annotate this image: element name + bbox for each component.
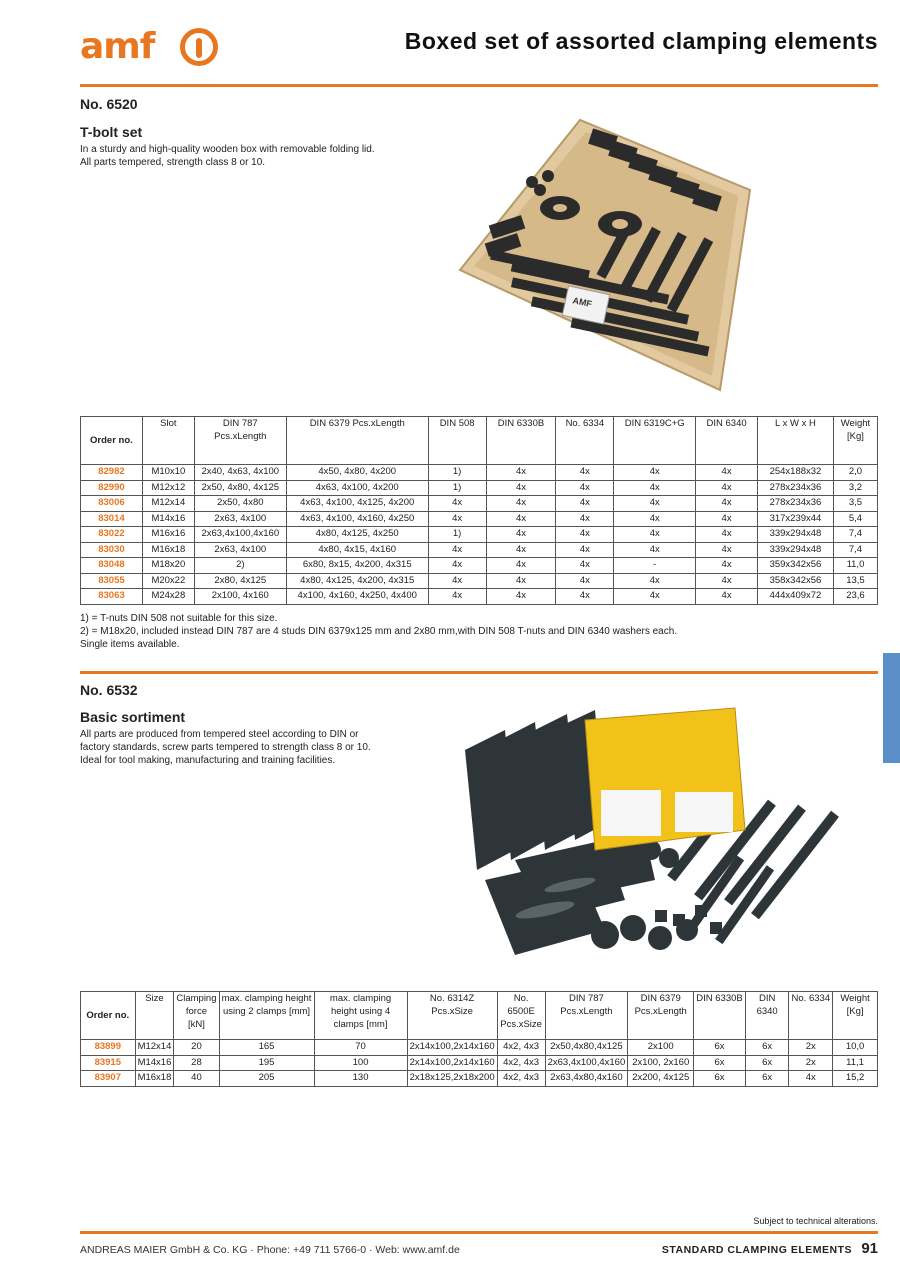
order-number: 83907 bbox=[81, 1071, 136, 1087]
table-cell: 358x342x56 bbox=[758, 573, 834, 589]
t-bolt-set-photo bbox=[450, 110, 770, 400]
order-number: 83915 bbox=[81, 1055, 136, 1071]
table-cell: 359x342x56 bbox=[758, 558, 834, 574]
table-cell: 4x63, 4x100, 4x160, 4x250 bbox=[286, 511, 428, 527]
table-cell: M16x18 bbox=[142, 542, 194, 558]
table-cell: 70 bbox=[314, 1040, 407, 1056]
col-dimensions: L x W x H bbox=[758, 417, 834, 465]
table-cell: 6x bbox=[694, 1055, 746, 1071]
col-din787: DIN 787 Pcs.xLength bbox=[194, 417, 286, 465]
product-description: In a sturdy and high-quality wooden box with removable folding lid. All parts tempered, strength class 8 or 10. bbox=[80, 144, 375, 168]
product-number: No. 6520 bbox=[80, 96, 138, 112]
product-description: All parts are produced from tempered steel according to DIN or factory standards, screw parts tempered to strength class 8 or 10. Ideal for tool making, manufacturing and training facilities. bbox=[80, 729, 371, 766]
table-cell: 4x bbox=[696, 527, 758, 543]
table-cell: 2x50, 4x80 bbox=[194, 496, 286, 512]
table-cell: 165 bbox=[219, 1040, 314, 1056]
table-cell: 4x bbox=[486, 465, 556, 481]
order-number: 83055 bbox=[81, 573, 143, 589]
table-cell: 4x bbox=[486, 573, 556, 589]
table-cell: 2x63, 4x100 bbox=[194, 542, 286, 558]
table-cell: 4x bbox=[486, 480, 556, 496]
table-cell: 28 bbox=[174, 1055, 219, 1071]
table-cell: 4x2, 4x3 bbox=[497, 1040, 545, 1056]
table-cell: 100 bbox=[314, 1055, 407, 1071]
section-tab bbox=[883, 653, 900, 763]
table-cell: 4x50, 4x80, 4x200 bbox=[286, 465, 428, 481]
table-cell: 4x bbox=[696, 480, 758, 496]
product-name: Basic sortiment bbox=[80, 709, 186, 725]
table-cell: 4x bbox=[696, 573, 758, 589]
table-cell: M16x16 bbox=[142, 527, 194, 543]
logo-ring-icon bbox=[180, 28, 218, 66]
order-number: 82982 bbox=[81, 465, 143, 481]
order-number: 83048 bbox=[81, 558, 143, 574]
table-cell: 4x bbox=[614, 542, 696, 558]
order-number: 83899 bbox=[81, 1040, 136, 1056]
table-cell: M20x22 bbox=[142, 573, 194, 589]
table-cell: M12x12 bbox=[142, 480, 194, 496]
amf-logo bbox=[80, 24, 220, 72]
table-cell: 2x50,4x80,4x125 bbox=[545, 1040, 628, 1056]
table-cell: 2x63,4x80,4x160 bbox=[545, 1071, 628, 1087]
col-order-no: Order no. bbox=[81, 417, 143, 465]
order-number: 83014 bbox=[81, 511, 143, 527]
col-weight: Weight [Kg] bbox=[833, 417, 877, 465]
table-cell: 23,6 bbox=[833, 589, 877, 605]
table-cell: 6x bbox=[745, 1040, 789, 1056]
table-cell: 4x bbox=[556, 589, 614, 605]
table-cell: 4x100, 4x160, 4x250, 4x400 bbox=[286, 589, 428, 605]
table-cell: 13,5 bbox=[833, 573, 877, 589]
col-din6330b: DIN 6330B bbox=[694, 992, 746, 1040]
table-cell: M10x10 bbox=[142, 465, 194, 481]
section-rule bbox=[80, 671, 878, 674]
col-no6500e: No. 6500E Pcs.xSize bbox=[497, 992, 545, 1040]
table-cell: 4x bbox=[486, 496, 556, 512]
table-cell: 4x bbox=[696, 542, 758, 558]
table-cell: 6x bbox=[694, 1040, 746, 1056]
table-cell: 4x bbox=[556, 542, 614, 558]
table-cell: 278x234x36 bbox=[758, 480, 834, 496]
table-cell: 40 bbox=[174, 1071, 219, 1087]
table-cell: 10,0 bbox=[833, 1040, 878, 1056]
col-size: Size bbox=[135, 992, 174, 1040]
table-row bbox=[81, 1071, 878, 1087]
table-cell: 2x63, 4x100 bbox=[194, 511, 286, 527]
table-cell: 2,0 bbox=[833, 465, 877, 481]
product-name: T-bolt set bbox=[80, 124, 143, 140]
table-cell: 195 bbox=[219, 1055, 314, 1071]
table-row bbox=[81, 558, 878, 574]
table-cell: 4x bbox=[696, 589, 758, 605]
table-cell: 4x bbox=[428, 589, 486, 605]
table-cell: 5,4 bbox=[833, 511, 877, 527]
table-cell: 4x bbox=[556, 465, 614, 481]
table-cell: 6x80, 8x15, 4x200, 4x315 bbox=[286, 558, 428, 574]
table-row bbox=[81, 496, 878, 512]
table-cell: 4x bbox=[556, 511, 614, 527]
col-slot: Slot bbox=[142, 417, 194, 465]
table-cell: 4x80, 4x15, 4x160 bbox=[286, 542, 428, 558]
col-din508: DIN 508 bbox=[428, 417, 486, 465]
table-cell: 4x bbox=[614, 465, 696, 481]
order-number: 83030 bbox=[81, 542, 143, 558]
table-cell: 7,4 bbox=[833, 542, 877, 558]
table-cell: 4x80, 4x125, 4x200, 4x315 bbox=[286, 573, 428, 589]
table-cell: 4x bbox=[428, 558, 486, 574]
table-cell: 4x bbox=[486, 558, 556, 574]
section-name: STANDARD CLAMPING ELEMENTS bbox=[661, 1244, 852, 1256]
table-cell: 4x bbox=[614, 480, 696, 496]
footnote-2: 2) = M18x20, included instead DIN 787 are 4 studs DIN 6379x125 mm and 2x80 mm,with DIN 508 T-nuts and DIN 6340 washers each. bbox=[80, 626, 678, 637]
table-cell: - bbox=[614, 558, 696, 574]
table-cell: 6x bbox=[745, 1071, 789, 1087]
col-no6314z: No. 6314Z Pcs.xSize bbox=[407, 992, 497, 1040]
col-din6319: DIN 6319C+G bbox=[614, 417, 696, 465]
order-number: 83022 bbox=[81, 527, 143, 543]
table-cell: 317x239x44 bbox=[758, 511, 834, 527]
table-cell: 4x bbox=[428, 542, 486, 558]
table-cell: 4x bbox=[486, 589, 556, 605]
table-cell: 4x2, 4x3 bbox=[497, 1055, 545, 1071]
table-cell: 444x409x72 bbox=[758, 589, 834, 605]
footer-rule bbox=[80, 1231, 878, 1234]
table-cell: 6x bbox=[694, 1071, 746, 1087]
table-cell: 205 bbox=[219, 1071, 314, 1087]
product-table-6532 bbox=[80, 991, 878, 1087]
product-number: No. 6532 bbox=[80, 682, 138, 698]
table-cell: 4x bbox=[614, 496, 696, 512]
basic-sortiment-photo bbox=[455, 700, 855, 970]
table-row bbox=[81, 1055, 878, 1071]
table-cell: 4x63, 4x100, 4x200 bbox=[286, 480, 428, 496]
table-cell: M12x14 bbox=[135, 1040, 174, 1056]
col-din6379: DIN 6379 Pcs.xLength bbox=[286, 417, 428, 465]
table-cell: 4x bbox=[789, 1071, 833, 1087]
order-number: 83063 bbox=[81, 589, 143, 605]
table-cell: M14x16 bbox=[135, 1055, 174, 1071]
table-cell: 11,1 bbox=[833, 1055, 878, 1071]
table-cell: 4x bbox=[696, 558, 758, 574]
table-cell: 4x bbox=[696, 465, 758, 481]
page-title: Boxed set of assorted clamping elements bbox=[404, 28, 878, 54]
table-cell: 3,2 bbox=[833, 480, 877, 496]
table-cell: 2x40, 4x63, 4x100 bbox=[194, 465, 286, 481]
product-table-6520 bbox=[80, 416, 878, 605]
table-cell: 3,5 bbox=[833, 496, 877, 512]
table-cell: M16x18 bbox=[135, 1071, 174, 1087]
col-height-4: max. clamping height using 4 clamps [mm] bbox=[314, 992, 407, 1040]
table-cell: 254x188x32 bbox=[758, 465, 834, 481]
table-row bbox=[81, 465, 878, 481]
table-cell: 4x bbox=[696, 496, 758, 512]
table-cell: 2x100, 4x160 bbox=[194, 589, 286, 605]
col-no6334: No. 6334 bbox=[556, 417, 614, 465]
table-cell: 4x2, 4x3 bbox=[497, 1071, 545, 1087]
table-row bbox=[81, 542, 878, 558]
footnote-1: 1) = T-nuts DIN 508 not suitable for this size. bbox=[80, 613, 278, 624]
footnotes bbox=[80, 612, 677, 651]
table-cell: 4x bbox=[556, 496, 614, 512]
col-order-no: Order no. bbox=[81, 992, 136, 1040]
table-cell: 4x bbox=[428, 573, 486, 589]
table-cell: 2x100 bbox=[628, 1040, 694, 1056]
order-number: 83006 bbox=[81, 496, 143, 512]
table-cell: 1) bbox=[428, 527, 486, 543]
table-cell: 2x bbox=[789, 1055, 833, 1071]
table-cell: 2x bbox=[789, 1040, 833, 1056]
box-label: AMF bbox=[571, 295, 593, 310]
table-cell: 4x bbox=[428, 496, 486, 512]
table-cell: 4x bbox=[556, 480, 614, 496]
table-cell: 6x bbox=[745, 1055, 789, 1071]
footnote-3: Single items available. bbox=[80, 639, 180, 650]
table-row bbox=[81, 1040, 878, 1056]
table-cell: 1) bbox=[428, 480, 486, 496]
col-no6334: No. 6334 bbox=[789, 992, 833, 1040]
company-contact: ANDREAS MAIER GmbH & Co. KG · Phone: +49 711 5766-0 · Web: www.amf.de bbox=[80, 1244, 460, 1256]
col-din787: DIN 787 Pcs.xLength bbox=[545, 992, 628, 1040]
table-cell: 4x bbox=[614, 589, 696, 605]
col-height-2: max. clamping height using 2 clamps [mm] bbox=[219, 992, 314, 1040]
table-cell: 4x bbox=[428, 511, 486, 527]
table-cell: 1) bbox=[428, 465, 486, 481]
table-cell: 4x80, 4x125, 4x250 bbox=[286, 527, 428, 543]
table-cell: 4x bbox=[556, 527, 614, 543]
col-din6340: DIN 6340 bbox=[745, 992, 789, 1040]
table-cell: 4x bbox=[614, 511, 696, 527]
table-row bbox=[81, 527, 878, 543]
table-cell: M18x20 bbox=[142, 558, 194, 574]
table-cell: 278x234x36 bbox=[758, 496, 834, 512]
table-row bbox=[81, 480, 878, 496]
table-cell: 2x14x100,2x14x160 bbox=[407, 1040, 497, 1056]
table-cell: 2x63,4x100,4x160 bbox=[194, 527, 286, 543]
table-cell: 15,2 bbox=[833, 1071, 878, 1087]
table-cell: 2x18x125,2x18x200 bbox=[407, 1071, 497, 1087]
table-cell: 130 bbox=[314, 1071, 407, 1087]
table-cell: 4x bbox=[696, 511, 758, 527]
table-cell: 20 bbox=[174, 1040, 219, 1056]
col-weight: Weight [Kg] bbox=[833, 992, 878, 1040]
table-cell: 7,4 bbox=[833, 527, 877, 543]
page-number: 91 bbox=[861, 1240, 878, 1257]
col-din6379: DIN 6379 Pcs.xLength bbox=[628, 992, 694, 1040]
table-cell: 339x294x48 bbox=[758, 542, 834, 558]
logo-text: amf bbox=[80, 26, 155, 67]
table-cell: M12x14 bbox=[142, 496, 194, 512]
col-din6340: DIN 6340 bbox=[696, 417, 758, 465]
table-cell: 4x bbox=[486, 511, 556, 527]
table-cell: 2x200, 4x125 bbox=[628, 1071, 694, 1087]
table-cell: 11,0 bbox=[833, 558, 877, 574]
order-number: 82990 bbox=[81, 480, 143, 496]
table-row bbox=[81, 573, 878, 589]
table-cell: 2x63,4x100,4x160 bbox=[545, 1055, 628, 1071]
table-cell: 4x63, 4x100, 4x125, 4x200 bbox=[286, 496, 428, 512]
table-cell: 2x50, 4x80, 4x125 bbox=[194, 480, 286, 496]
col-clamping-force: Clamping force [kN] bbox=[174, 992, 219, 1040]
table-cell: 4x bbox=[486, 542, 556, 558]
table-row bbox=[81, 511, 878, 527]
table-cell: 2x14x100,2x14x160 bbox=[407, 1055, 497, 1071]
table-cell: 4x bbox=[556, 558, 614, 574]
table-cell: 339x294x48 bbox=[758, 527, 834, 543]
table-cell: 2) bbox=[194, 558, 286, 574]
table-cell: 2x100, 2x160 bbox=[628, 1055, 694, 1071]
table-cell: M24x28 bbox=[142, 589, 194, 605]
table-cell: M14x16 bbox=[142, 511, 194, 527]
table-cell: 4x bbox=[486, 527, 556, 543]
table-cell: 4x bbox=[614, 527, 696, 543]
table-row bbox=[81, 589, 878, 605]
header-rule bbox=[80, 84, 878, 87]
disclaimer: Subject to technical alterations. bbox=[753, 1216, 878, 1226]
table-cell: 4x bbox=[556, 573, 614, 589]
table-cell: 4x bbox=[614, 573, 696, 589]
col-din6330b: DIN 6330B bbox=[486, 417, 556, 465]
table-cell: 2x80, 4x125 bbox=[194, 573, 286, 589]
